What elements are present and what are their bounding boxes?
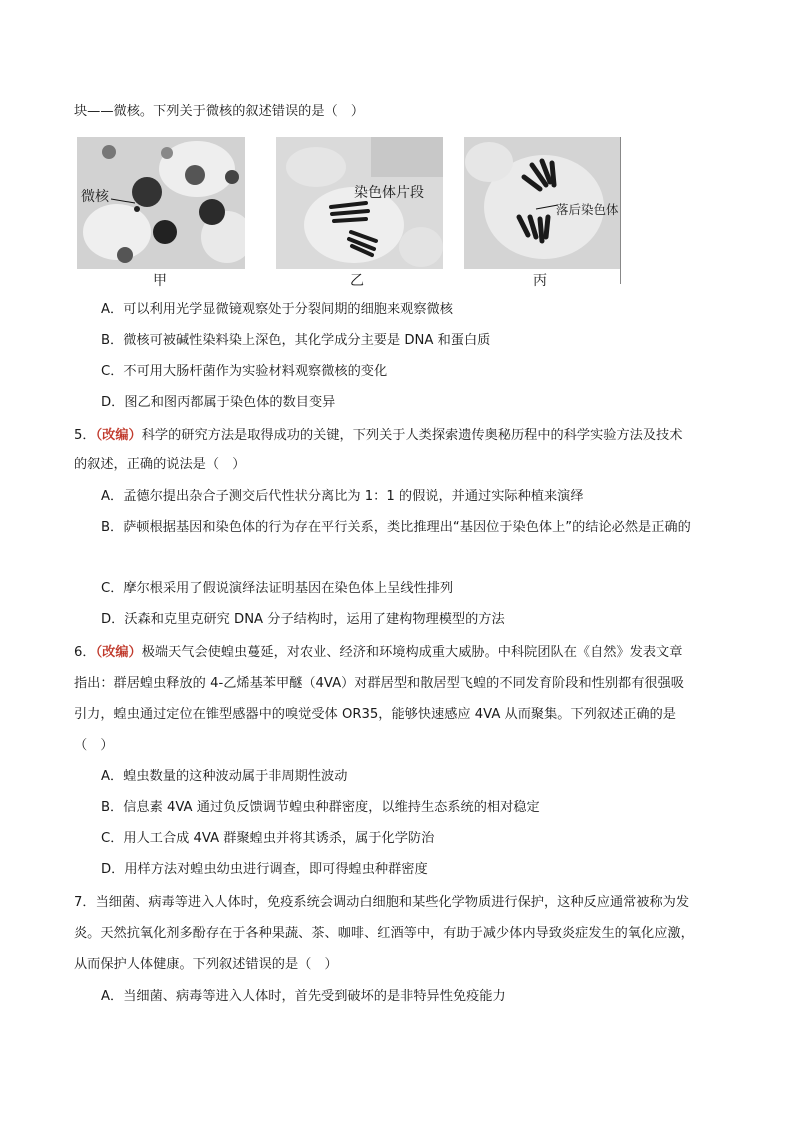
panel-jia-image: [77, 137, 245, 269]
micronucleus-pointer: [111, 193, 137, 205]
q4-stem: 块——微核。下列关于微核的叙述错误的是（ ）: [74, 104, 365, 119]
q4-option-b: B．微核可被碱性染料染上深色，其化学成分主要是 DNA 和蛋白质: [101, 333, 491, 348]
q6-stem-line4: （ ）: [74, 738, 114, 753]
q6-option-b: B．信息素 4VA 通过负反馈调节蝗虫种群密度，以维持生态系统的相对稳定: [101, 800, 540, 815]
chromosome-fragment-label: 染色体片段: [354, 185, 424, 201]
q6-stem-line2: 指出：群居蝗虫释放的 4-乙烯基苯甲醚（4VA）对群居型和散居型飞蝗的不同发育阶段和性别都有很强吸: [74, 676, 684, 691]
q5-stem-line2: 的叙述，正确的说法是（ ）: [74, 457, 246, 472]
q7-stem-line1: 7．当细菌、病毒等进入人体时，免疫系统会调动白细胞和某些化学物质进行保护，这种反应通常被称为发: [74, 895, 690, 910]
q5-stem-text: 科学的研究方法是取得成功的关键，下列关于人类探索遗传奥秘历程中的科学实验方法及技术: [141, 428, 683, 443]
q5-tag: （改编）: [95, 428, 142, 443]
q5-number: 5．: [74, 428, 96, 443]
q5-stem-line1: [74, 427, 682, 445]
q5-option-d: D．沃森和克里克研究 DNA 分子结构时，运用了建构物理模型的方法: [101, 612, 505, 627]
q6-option-d: D．用样方法对蝗虫幼虫进行调查，即可得蝗虫种群密度: [101, 862, 428, 877]
figure-divider: [620, 137, 621, 284]
q5-option-a: A．孟德尔提出杂合子测交后代性状分离比为 1：1 的假说，并通过实际种植来演绎: [101, 489, 584, 504]
q7-stem-line3: 从而保护人体健康。下列叙述错误的是（ ）: [74, 957, 338, 972]
lagging-chromosome-label: 落后染色体: [556, 202, 619, 217]
q5-option-c: C．摩尔根采用了假说演绎法证明基因在染色体上呈线性排列: [101, 581, 454, 596]
q4-option-c: C．不可用大肠杆菌作为实验材料观察微核的变化: [101, 364, 388, 379]
panel-bing-image: [464, 137, 620, 269]
micronucleus-label: 微核: [81, 189, 109, 205]
q4-option-a: A．可以利用光学显微镜观察处于分裂间期的细胞来观察微核: [101, 302, 453, 317]
q6-number: 6．: [74, 645, 96, 660]
panel-label-jia: 甲: [153, 273, 167, 289]
panel-label-bing: 丙: [533, 273, 547, 289]
panel-label-yi: 乙: [350, 273, 364, 289]
q6-option-c: C．用人工合成 4VA 群聚蝗虫并将其诱杀，属于化学防治: [101, 831, 435, 846]
q4-option-d: D．图乙和图丙都属于染色体的数目变异: [101, 395, 336, 410]
q6-stem-text: 极端天气会使蝗虫蔓延，对农业、经济和环境构成重大威胁。中科院团队在《自然》发表文章: [141, 645, 683, 660]
panel-yi-cells: [276, 137, 443, 269]
q5-option-b: B．萨顿根据基因和染色体的行为存在平行关系，类比推理出“基因位于染色体上”的结论必然是正确的: [101, 520, 691, 535]
q6-stem-line3: 引力，蝗虫通过定位在锥型感器中的嗅觉受体 OR35，能够快速感应 4VA 从而聚集。下列叙述正确的是: [74, 707, 676, 722]
q6-stem-line1: [74, 644, 682, 662]
q6-option-a: A．蝗虫数量的这种波动属于非周期性波动: [101, 769, 348, 784]
q7-stem-line2: 炎。天然抗氧化剂多酚存在于各种果蔬、茶、咖啡、红酒等中，有助于减少体内导致炎症发生的氧化应激，: [74, 926, 694, 941]
q6-tag: （改编）: [95, 645, 142, 660]
q7-option-a: A．当细菌、病毒等进入人体时，首先受到破坏的是非特异性免疫能力: [101, 989, 506, 1004]
panel-yi-image: [276, 137, 443, 269]
